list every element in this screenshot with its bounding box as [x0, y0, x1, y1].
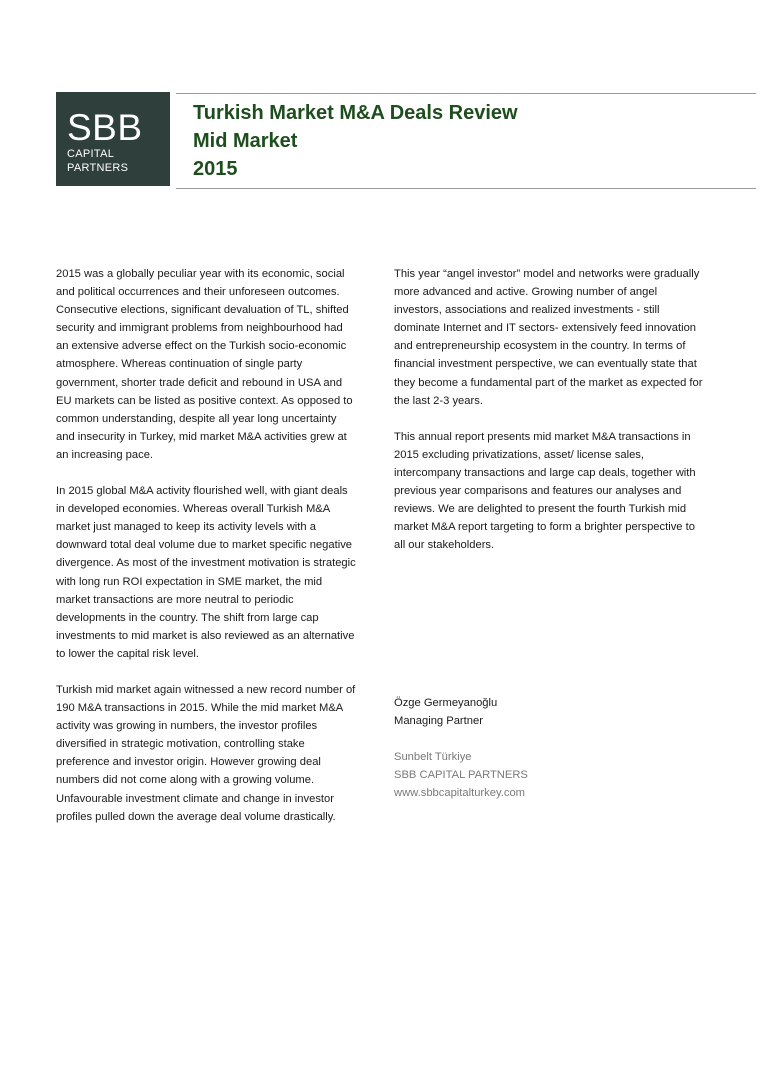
logo-wordmark: SBB — [67, 107, 143, 148]
left-paragraph-2: In 2015 global M&A activity flourished well, with giant deals in developed economies. Whereas overall Turkish M&A market just managed to keep its activity levels with a downward total deal volume due to market specific negative divergence. As most of the investment motivation is strategic with long run ROI expectation in SME market, the mid market transactions are more neutral to periodic developments in the country. The shift from large cap investments to mid market is also reviewed as an alternative to lower the capital risk level. — [56, 485, 356, 660]
logo-line-partners: PARTNERS — [67, 162, 129, 174]
right-paragraph-1: This year “angel investor” model and networks were gradually more advanced and active. Growing number of angel investors, associations and realized investments - still dominate Internet and IT sectors- extensively feed innovation and entrepreneurship ecosystem in the country. In terms of financial investment perspective, we can eventually state that they become a fundamental part of the market as expected for the last 2-3 years. — [394, 268, 703, 407]
left-paragraph-3: Turkish mid market again witnessed a new record number of 190 M&A transactions in 2015. While the mid market M&A activity was growing in numbers, the investor profiles diversified in strategic motivation, controlling stake preference and investor origin. However growing deal numbers did not come along with a growing volume. Unfavourable investment climate and change in investor profiles pulled down the average deal volume drastically. — [56, 683, 356, 823]
page-title — [193, 99, 518, 183]
header-rule-bottom — [176, 188, 756, 189]
signature-spacer — [394, 730, 528, 748]
title-line-2: Mid Market — [193, 130, 298, 152]
left-paragraph-1: 2015 was a globally peculiar year with its economic, social and political occurrences and their unforeseen outcomes. Consecutive elections, significant devaluation of TL, shifted security and immigrant problems from neighbourhood had an extensive adverse effect on the Turkish socio-economic atmosphere. Whereas continuation of single party government, shorter trade deficit and rebound in USA and EU markets can be listed as positive context. As opposed to common understanding, despite all year long uncertainty and insecurity in Turkey, mid market M&A activities grew at an increasing pace. — [56, 268, 353, 461]
company-logo — [56, 92, 170, 186]
signature-block — [394, 694, 528, 802]
signatory-role: Managing Partner — [394, 715, 483, 728]
logo-line-capital: CAPITAL — [67, 148, 115, 160]
left-column — [56, 265, 356, 844]
website-link[interactable]: www.sbbcapitalturkey.com — [394, 787, 525, 800]
organization-sbb: SBB CAPITAL PARTNERS — [394, 769, 528, 782]
right-paragraph-2: This annual report presents mid market M&A transactions in 2015 excluding privatizations, asset/ license sales, intercompany transactions and large cap deals, together with previous year comparisons and features our analyses and reviews. We are delighted to present the fourth Turkish mid market M&A report targeting to form a brighter perspective to all our stakeholders. — [394, 430, 696, 552]
header-rule-top — [176, 93, 756, 94]
organization-sunbelt: Sunbelt Türkiye — [394, 751, 472, 764]
title-line-1: Turkish Market M&A Deals Review — [193, 102, 518, 124]
signatory-name: Özge Germeyanoğlu — [394, 697, 498, 709]
right-column — [394, 265, 704, 572]
title-line-3: 2015 — [193, 158, 238, 180]
